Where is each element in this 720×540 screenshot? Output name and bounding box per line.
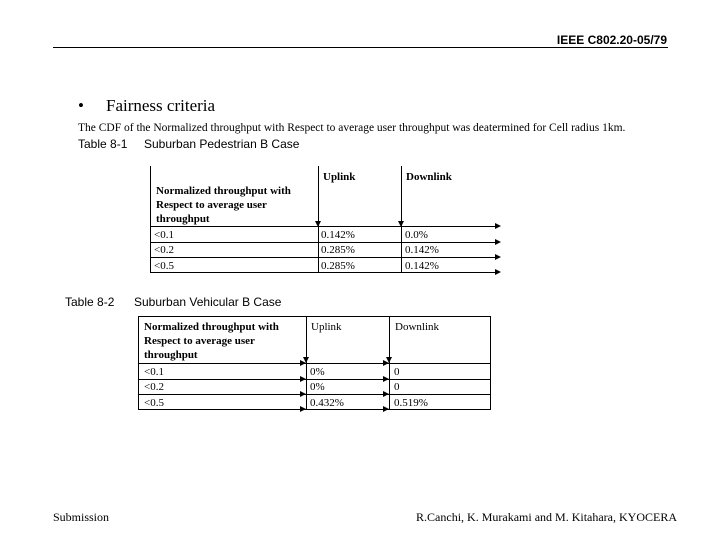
table2-line bbox=[138, 363, 490, 364]
table2-line bbox=[138, 409, 490, 410]
document-id: IEEE C802.20-05/79 bbox=[556, 33, 667, 47]
table2-line bbox=[138, 316, 490, 317]
table2-row1-uplink: 0% bbox=[310, 366, 325, 378]
table2-row3-downlink: 0.519% bbox=[394, 397, 428, 409]
table1-col-uplink: Uplink bbox=[323, 171, 356, 183]
arrow-right-icon bbox=[300, 391, 306, 397]
table1-row2-uplink: 0.285% bbox=[321, 244, 355, 256]
table1-caption-label: Table 8-1 bbox=[78, 137, 128, 151]
arrow-down-icon bbox=[386, 357, 392, 363]
arrow-down-icon bbox=[303, 357, 309, 363]
table2-caption-label: Table 8-2 bbox=[65, 295, 115, 309]
table2-row1-label: <0.1 bbox=[144, 366, 164, 378]
table1-row1-uplink: 0.142% bbox=[321, 229, 355, 241]
table2-row3-label: <0.5 bbox=[144, 397, 164, 409]
table2-line bbox=[490, 316, 491, 410]
bullet-icon: • bbox=[78, 96, 84, 115]
table2-col-downlink: Downlink bbox=[395, 321, 439, 333]
table1-row3-label: <0.5 bbox=[154, 260, 174, 272]
table1-caption-title: Suburban Pedestrian B Case bbox=[144, 137, 300, 151]
table1-row2-downlink: 0.142% bbox=[405, 244, 439, 256]
footer-authors: R.Canchi, K. Murakami and M. Kitahara, KYOCERA bbox=[416, 510, 677, 524]
footer-submission: Submission bbox=[53, 510, 110, 524]
table2-row3-uplink: 0.432% bbox=[310, 397, 344, 409]
table2-line bbox=[138, 394, 490, 395]
table1-row1-label: <0.1 bbox=[154, 229, 174, 241]
arrow-right-icon bbox=[383, 391, 389, 397]
table2-row2-uplink: 0% bbox=[310, 381, 325, 393]
table1-row1-downlink: 0.0% bbox=[405, 229, 428, 241]
table2-row2-label: <0.2 bbox=[144, 381, 164, 393]
arrow-right-icon bbox=[300, 406, 306, 412]
section-title: Fairness criteria bbox=[106, 96, 216, 115]
arrow-right-icon bbox=[383, 406, 389, 412]
table1-col-downlink: Downlink bbox=[406, 171, 452, 183]
table2-row2-downlink: 0 bbox=[394, 381, 400, 393]
table2-line bbox=[138, 379, 490, 380]
description-text: The CDF of the Normalized throughput with Respect to average user throughput was deatermined for Cell radius 1km. bbox=[78, 122, 626, 134]
table1-row-header: Normalized throughput with Respect to average user throughput bbox=[156, 185, 291, 225]
table1-row2-label: <0.2 bbox=[154, 244, 174, 256]
table2-col-uplink: Uplink bbox=[311, 321, 342, 333]
table2-row-header: Normalized throughput with Respect to average user throughput bbox=[144, 321, 279, 361]
arrow-right-icon bbox=[300, 376, 306, 382]
table1-row3-uplink: 0.285% bbox=[321, 260, 355, 272]
table2-caption-title: Suburban Vehicular B Case bbox=[134, 295, 282, 309]
table1-row3-downlink: 0.142% bbox=[405, 260, 439, 272]
arrow-right-icon bbox=[383, 376, 389, 382]
table2-row1-downlink: 0 bbox=[394, 366, 400, 378]
